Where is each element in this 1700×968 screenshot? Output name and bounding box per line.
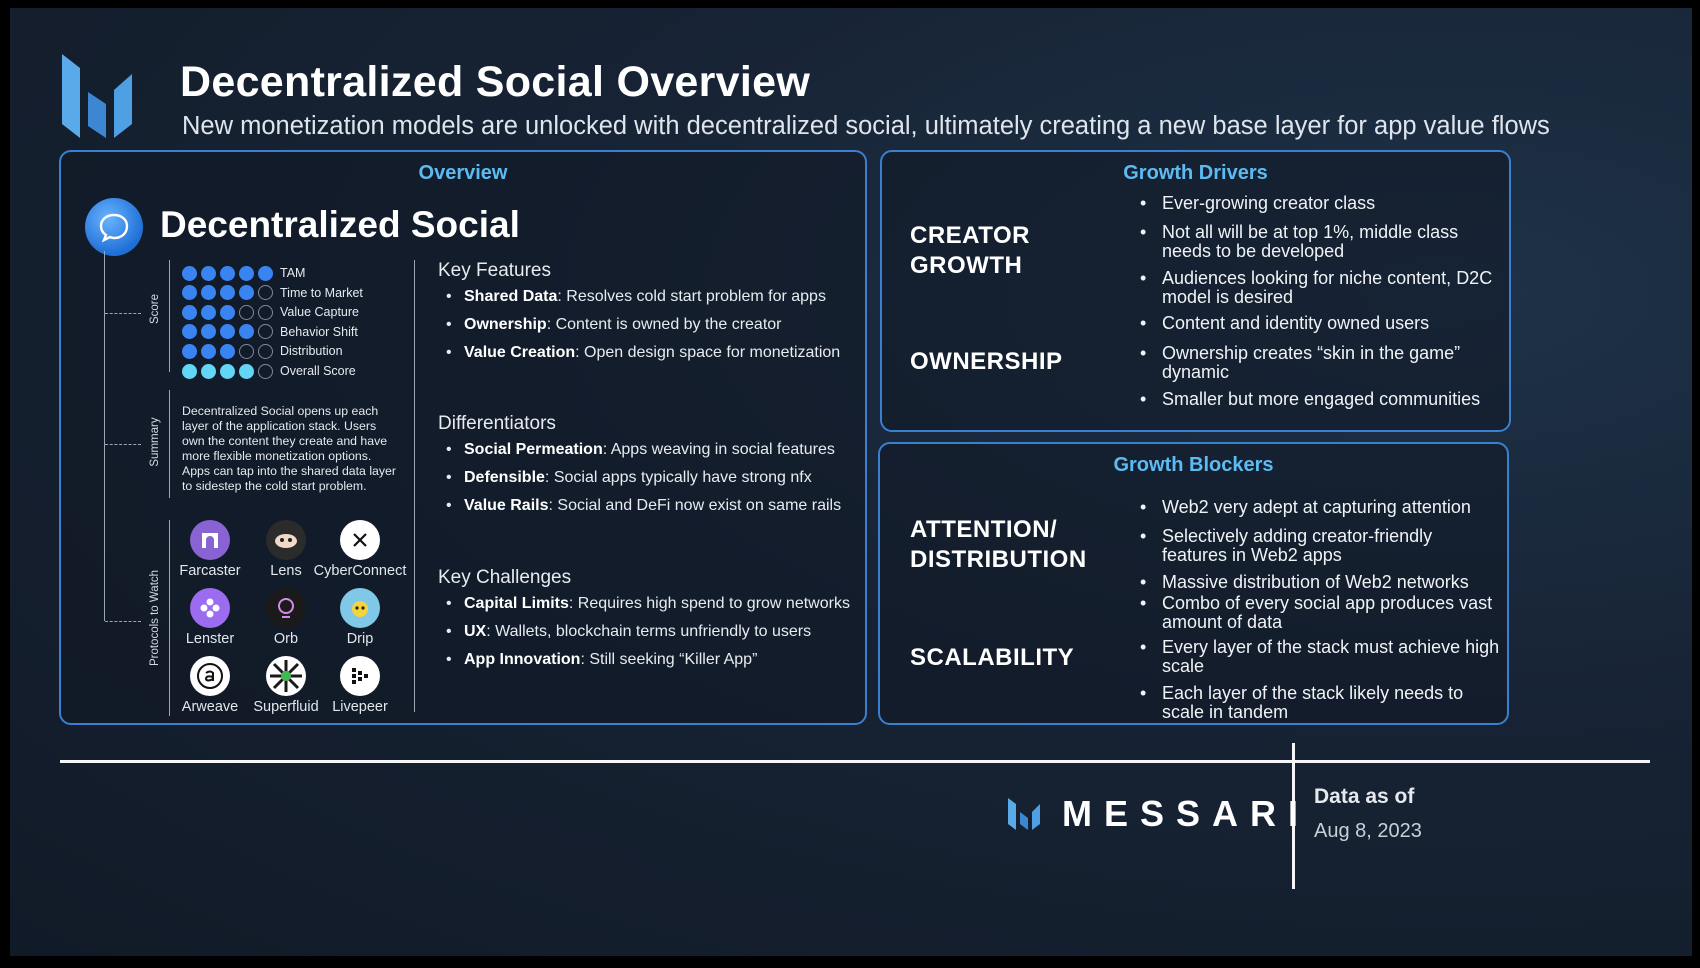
- score-dot-filled: [182, 305, 197, 320]
- blocker-bullet: • Selectively adding creator-friendly features in Web2 apps: [1140, 526, 1433, 565]
- blocker-bullet: • Each layer of the stack likely needs to scale in tandem: [1140, 683, 1464, 722]
- arweave-icon: [190, 656, 230, 696]
- score-row: [182, 322, 358, 342]
- protocol-name: Arweave: [181, 699, 239, 715]
- driver-bullet: • Audiences looking for niche content, D2C model is desired: [1140, 268, 1493, 307]
- protocol-cyberconnect[interactable]: [310, 520, 410, 579]
- summary-bracket: [169, 390, 170, 498]
- blocker-bullet: • Web2 very adept at capturing attention: [1140, 497, 1471, 517]
- score-metric-label: Overall Score: [280, 364, 356, 378]
- score-dot-empty: [258, 285, 273, 300]
- slide: [10, 8, 1692, 956]
- score-metric-label: TAM: [280, 266, 306, 280]
- driver-bullet: • Not all will be at top 1%, middle class needs to be developed: [1140, 222, 1459, 261]
- protocols-label: Protocols to Watch: [149, 569, 161, 667]
- blocker-bullet: • Combo of every social app produces vast amount of data: [1140, 593, 1493, 632]
- score-dot-filled: [220, 305, 235, 320]
- lenster-icon: [190, 588, 230, 628]
- score-dot-filled: [201, 305, 216, 320]
- driver-bullet: • Ever-growing creator class: [1140, 193, 1376, 213]
- farcaster-icon: [190, 520, 230, 560]
- data-date: Aug 8, 2023: [1314, 820, 1422, 842]
- livepeer-icon: [340, 656, 380, 696]
- score-dot-filled: [239, 285, 254, 300]
- score-metric-label: Value Capture: [280, 305, 359, 320]
- score-row: [182, 341, 343, 361]
- score-dot-filled: [182, 324, 197, 339]
- cyberconnect-icon: [340, 520, 380, 560]
- driver-bullet: • Ownership creates “skin in the game” dynamic: [1140, 343, 1461, 382]
- score-label: Score: [149, 293, 161, 325]
- driver-bullet: • Content and identity owned users: [1140, 313, 1430, 333]
- score-dot-empty: [258, 324, 273, 339]
- tree-branch: [105, 621, 141, 622]
- score-row: [182, 361, 356, 381]
- protocol-name: Drip: [346, 631, 374, 647]
- creator-growth-label: CREATOR GROWTH: [910, 222, 1030, 279]
- challenge-item: • App Innovation: Still seeking “Killer App”: [446, 651, 758, 668]
- page-title: Decentralized Social Overview: [180, 58, 811, 106]
- score-dot-filled: [220, 285, 235, 300]
- scalability-label: SCALABILITY: [910, 644, 1075, 671]
- tree-line: [104, 251, 105, 621]
- protocol-name: Orb: [273, 631, 299, 647]
- ownership-label: OWNERSHIP: [910, 348, 1063, 375]
- score-dot-filled: [220, 344, 235, 359]
- column-divider: [414, 260, 415, 712]
- summary-label: Summary: [149, 417, 161, 467]
- score-dot-empty: [258, 305, 273, 320]
- score-dot-empty: [239, 344, 254, 359]
- score-metric-label: Distribution: [280, 344, 343, 359]
- lens-icon: [266, 520, 306, 560]
- data-as-of-label: Data as of: [1314, 785, 1415, 808]
- tree-branch: [105, 313, 141, 314]
- key-feature-item: • Shared Data: Resolves cold start problem for apps: [446, 288, 826, 305]
- score-dot-empty: [258, 344, 273, 359]
- growth-drivers-heading: Growth Drivers: [1123, 162, 1268, 184]
- score-dot-filled: [201, 266, 216, 281]
- messari-small-logo-icon: [1008, 798, 1048, 830]
- protocol-name: Lens: [270, 563, 302, 579]
- driver-bullet: • Smaller but more engaged communities: [1140, 389, 1481, 409]
- protocol-name: Farcaster: [179, 563, 241, 579]
- messari-wordmark: MESSARI: [1062, 793, 1311, 834]
- superfluid-icon: [266, 656, 306, 696]
- score-metric-label: Time to Market: [280, 285, 363, 300]
- score-dot-filled: [201, 285, 216, 300]
- summary-text: Decentralized Social opens up each layer of the application stack. Users own the content they create and have more flexible monetization options. Apps can tap into the shared data layer to sidestep the cold start problem.: [182, 404, 396, 493]
- differentiator-item: • Defensible: Social apps typically have strong nfx: [446, 469, 812, 486]
- key-challenges-heading: Key Challenges: [438, 567, 572, 588]
- score-dot-filled: [239, 266, 254, 281]
- score-dot-filled: [201, 344, 216, 359]
- differentiator-item: • Social Permeation: Apps weaving in social features: [446, 441, 835, 458]
- protocol-livepeer[interactable]: [310, 656, 410, 715]
- differentiators-heading: Differentiators: [438, 413, 556, 434]
- tree-branch: [105, 444, 141, 445]
- protocol-drip[interactable]: [310, 588, 410, 647]
- score-dot-empty: [258, 364, 273, 379]
- protocol-name: Lenster: [185, 631, 235, 647]
- protocol-name: CyberConnect: [313, 563, 407, 579]
- score-dot-filled: [182, 285, 197, 300]
- score-dot-filled: [182, 344, 197, 359]
- protocol-name: Superfluid: [253, 699, 319, 715]
- messari-logo-icon: [62, 54, 148, 138]
- growth-blockers-heading: Growth Blockers: [1113, 454, 1274, 476]
- chat-bubble-icon: [85, 198, 143, 256]
- challenge-item: • Capital Limits: Requires high spend to grow networks: [446, 595, 850, 612]
- score-dot-filled: [239, 324, 254, 339]
- blocker-bullet: • Massive distribution of Web2 networks: [1140, 572, 1469, 592]
- protocol-name: Livepeer: [332, 699, 388, 715]
- score-dot-filled: [182, 266, 197, 281]
- score-dot-filled: [239, 364, 254, 379]
- drip-icon: [340, 588, 380, 628]
- score-row: [182, 302, 359, 322]
- score-dot-filled: [201, 364, 216, 379]
- blocker-bullet: • Every layer of the stack must achieve high scale: [1140, 637, 1500, 676]
- score-dot-filled: [258, 266, 273, 281]
- attention-distribution-label: ATTENTION/ DISTRIBUTION: [910, 516, 1087, 573]
- score-dot-filled: [220, 364, 235, 379]
- challenge-item: • UX: Wallets, blockchain terms unfriendly to users: [446, 623, 812, 640]
- orb-icon: [266, 588, 306, 628]
- score-bracket: [169, 260, 170, 372]
- page-subtitle: New monetization models are unlocked with decentralized social, ultimately creating a new base layer for app value flows: [182, 112, 1550, 140]
- score-dot-filled: [220, 324, 235, 339]
- score-row: [182, 283, 363, 303]
- overview-heading: Overview: [418, 162, 508, 184]
- differentiator-item: • Value Rails: Social and DeFi now exist on same rails: [446, 497, 842, 514]
- footer-divider: [60, 760, 1650, 763]
- score-metric-label: Behavior Shift: [280, 324, 358, 339]
- score-dot-empty: [239, 305, 254, 320]
- sector-name: Decentralized Social: [160, 204, 520, 245]
- key-features-heading: Key Features: [438, 260, 551, 281]
- key-feature-item: • Value Creation: Open design space for monetization: [446, 344, 841, 361]
- score-dot-filled: [201, 324, 216, 339]
- score-dot-filled: [182, 364, 197, 379]
- score-row: [182, 263, 305, 283]
- score-dot-filled: [220, 266, 235, 281]
- key-feature-item: • Ownership: Content is owned by the creator: [446, 316, 782, 333]
